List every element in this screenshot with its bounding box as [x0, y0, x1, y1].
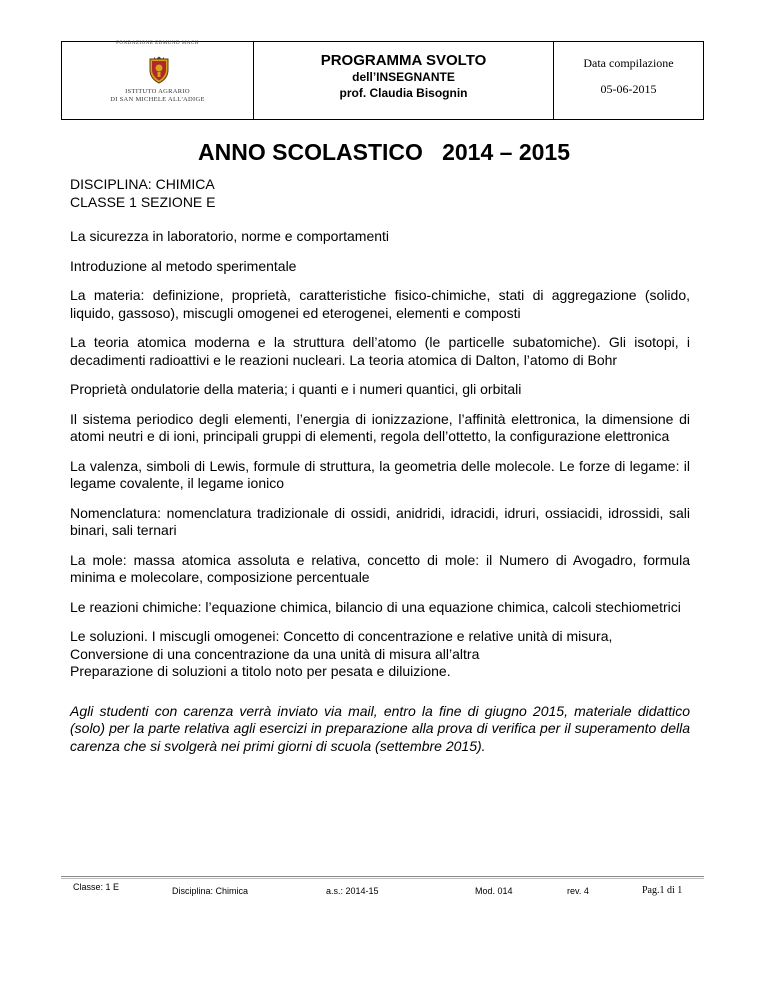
solutions-line-3: Preparazione di soluzioni a titolo noto per pesata e diluizione.: [70, 663, 451, 679]
logo-cell: [62, 42, 254, 119]
topic-item: La teoria atomica moderna e la struttura dell’atomo (le particelle subatomiche). Gli isotopi, i decadimenti radioattivi e le reazioni nucleari. La teoria atomica di Dalton, l’atomo di Bohr: [70, 334, 690, 368]
institute-name: [62, 88, 253, 104]
deficiency-note: Agli studenti con carenza verrà inviato via mail, entro la fine di giugno 2015, materiale didattico (solo) per la parte relativa agli esercizi in preparazione alla prova di verifica per il superamento della carenza che si svolgerà nei primi giorni di scuola (settembre 2015).: [70, 702, 690, 754]
program-title: PROGRAMMA SVOLTO: [320, 52, 487, 69]
date-cell: [554, 42, 703, 119]
footer-divider: [61, 876, 704, 877]
institute-line-1: ISTITUTO AGRARIO: [125, 88, 190, 95]
topic-item: Introduzione al metodo sperimentale: [70, 257, 297, 274]
school-year-heading: ANNO SCOLASTICO 2014 – 2015: [198, 139, 570, 165]
topic-item: Le reazioni chimiche: l’equazione chimica, bilancio di una equazione chimica, calcoli stechiometrici: [70, 598, 681, 615]
topic-item: Proprietà ondulatorie della materia; i quanti e i numeri quantici, gli orbitali: [70, 381, 522, 397]
date-value: 05-06-2015: [600, 82, 657, 96]
institute-crest-icon: [148, 56, 170, 84]
solutions-block: [70, 628, 690, 681]
header-table: [61, 41, 704, 120]
footer-module: Mod. 014: [475, 886, 513, 896]
topic-item: Il sistema periodico degli elementi, l’energia di ionizzazione, l’affinità elettronica, la dimensione di atomi neutri e di ioni, principali gruppi di elementi, regola dell’ottetto, la configurazione elettronica: [70, 410, 690, 444]
topic-item: La sicurezza in laboratorio, norme e comportamenti: [70, 228, 390, 244]
teacher-label: dell’INSEGNANTE: [352, 70, 455, 84]
footer-class: Classe: 1 E: [73, 882, 120, 892]
class-line: CLASSE 1 SEZIONE E: [70, 193, 216, 210]
solutions-line-2: Conversione di una concentrazione da una unità di misura all’altra: [70, 645, 480, 662]
program-content: [70, 176, 690, 755]
topic-item: La materia: definizione, proprietà, caratteristiche fisico-chimiche, stati di aggregazione (solido, liquido, gassoso), miscugli omogenei ed eterogenei, elementi e composti: [70, 287, 690, 321]
solutions-line-1: Le soluzioni. I miscugli omogenei: Concetto di concentrazione e relative unità di misura,: [70, 628, 613, 644]
footer-discipline: Disciplina: Chimica: [172, 886, 249, 896]
footer-school-year: a.s.: 2014-15: [326, 886, 379, 896]
footer-divider-secondary: [61, 878, 704, 879]
footer-page-number: Pag.1 di 1: [642, 885, 683, 896]
discipline-line: DISCIPLINA: CHIMICA: [70, 176, 215, 192]
footer-revision: rev. 4: [567, 886, 589, 896]
teacher-name: prof. Claudia Bisognin: [339, 86, 468, 100]
topic-item: Nomenclatura: nomenclatura tradizionale di ossidi, anidridi, idracidi, idruri, ossiacidi, idrossidi, sali binari, sali ternari: [70, 504, 690, 538]
title-cell: [254, 42, 554, 119]
date-label: Data compilazione: [583, 56, 674, 70]
topic-item: La mole: massa atomica assoluta e relativa, concetto di mole: il Numero di Avogadro, formula minima e molecolare, composizione percentuale: [70, 551, 690, 585]
topic-item: La valenza, simboli di Lewis, formule di struttura, la geometria delle molecole. Le forze di legame: il legame covalente, il legame ionico: [70, 457, 690, 491]
institute-line-2: DI SAN MICHELE ALL'ADIGE: [110, 96, 205, 103]
foundation-name: FONDAZIONE EDMUND MACH: [116, 41, 199, 46]
